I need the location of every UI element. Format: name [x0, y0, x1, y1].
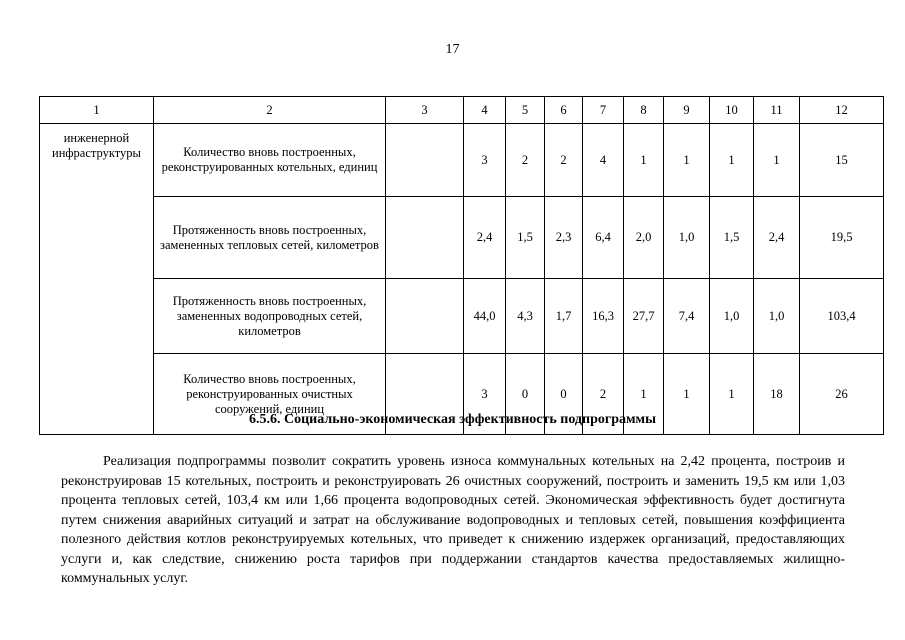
section-title: 6.5.6. Социально-экономическая эффективность подпрограммы — [248, 412, 657, 427]
value-cell: 2 — [545, 124, 583, 197]
value-cell: 1 — [624, 354, 664, 435]
value-cell: 16,3 — [583, 279, 624, 354]
header-cell: 11 — [754, 97, 800, 124]
value-cell: 1 — [710, 354, 754, 435]
value-cell: 3 — [464, 354, 506, 435]
header-cell: 8 — [624, 97, 664, 124]
body-paragraph: Реализация подпрограммы позволит сократить уровень износа коммунальных котельных на 2,42 процента, построив и реконструировав 15 котельных, построить и реконструировать 26 очистных сооружений, построить и заменить 19,5 км или 1,03 процента тепловых сетей, 103,4 км или 1,66 процента водопроводных сетей. Экономическая эффективность будет достигнута путем снижения аварийных ситуаций и затрат на обслуживание водопроводных и тепловых сетей, повышения коэффициента полезного действия котлов реконструируемых котельных, что приведет к снижению издержек организаций, предоставляющих услуги и, как следствие, снижению роста тарифов при поддержании стандартов качества предоставляемых жилищно-коммунальных услуг. — [61, 454, 845, 586]
header-cell: 4 — [464, 97, 506, 124]
value-cell: 2,4 — [754, 197, 800, 279]
header-cell: 2 — [154, 97, 386, 124]
indicator-label-cell: Протяженность вновь построенных, замененных тепловых сетей, километров — [154, 197, 386, 279]
total-cell: 26 — [800, 354, 884, 435]
empty-cell — [386, 279, 464, 354]
value-cell: 1 — [710, 124, 754, 197]
page-number: 17 — [445, 42, 460, 57]
empty-cell — [386, 124, 464, 197]
value-cell: 1 — [624, 124, 664, 197]
value-cell: 1 — [664, 124, 710, 197]
value-cell: 2 — [506, 124, 545, 197]
indicator-label-cell: Количество вновь построенных, реконструированных очистных сооружений, единиц — [154, 354, 386, 435]
value-cell: 1 — [754, 124, 800, 197]
value-cell: 0 — [506, 354, 545, 435]
header-cell: 5 — [506, 97, 545, 124]
value-cell: 1,5 — [710, 197, 754, 279]
value-cell: 7,4 — [664, 279, 710, 354]
indicator-label-cell: Протяженность вновь построенных, замененных водопроводных сетей, километров — [154, 279, 386, 354]
value-cell: 1,5 — [506, 197, 545, 279]
value-cell: 1,7 — [545, 279, 583, 354]
header-cell: 12 — [800, 97, 884, 124]
value-cell: 6,4 — [583, 197, 624, 279]
header-cell: 9 — [664, 97, 710, 124]
value-cell: 2 — [583, 354, 624, 435]
total-cell: 103,4 — [800, 279, 884, 354]
empty-cell — [386, 197, 464, 279]
value-cell: 2,4 — [464, 197, 506, 279]
header-cell: 3 — [386, 97, 464, 124]
table-row — [40, 279, 884, 354]
table-header-row — [40, 97, 884, 124]
total-cell: 15 — [800, 124, 884, 197]
header-cell: 6 — [545, 97, 583, 124]
value-cell: 1,0 — [664, 197, 710, 279]
value-cell: 3 — [464, 124, 506, 197]
value-cell: 27,7 — [624, 279, 664, 354]
table-row — [40, 197, 884, 279]
value-cell: 4,3 — [506, 279, 545, 354]
total-cell: 19,5 — [800, 197, 884, 279]
header-cell: 7 — [583, 97, 624, 124]
table-row — [40, 124, 884, 197]
value-cell: 1 — [664, 354, 710, 435]
value-cell: 1,0 — [754, 279, 800, 354]
group-label-cell: инженерной инфраструктуры — [40, 124, 154, 435]
indicators-table — [39, 96, 884, 435]
value-cell: 18 — [754, 354, 800, 435]
header-cell: 10 — [710, 97, 754, 124]
indicator-label-cell: Количество вновь построенных, реконструированных котельных, единиц — [154, 124, 386, 197]
value-cell: 2,3 — [545, 197, 583, 279]
value-cell: 44,0 — [464, 279, 506, 354]
value-cell: 2,0 — [624, 197, 664, 279]
value-cell: 1,0 — [710, 279, 754, 354]
value-cell: 4 — [583, 124, 624, 197]
value-cell: 0 — [545, 354, 583, 435]
header-cell: 1 — [40, 97, 154, 124]
